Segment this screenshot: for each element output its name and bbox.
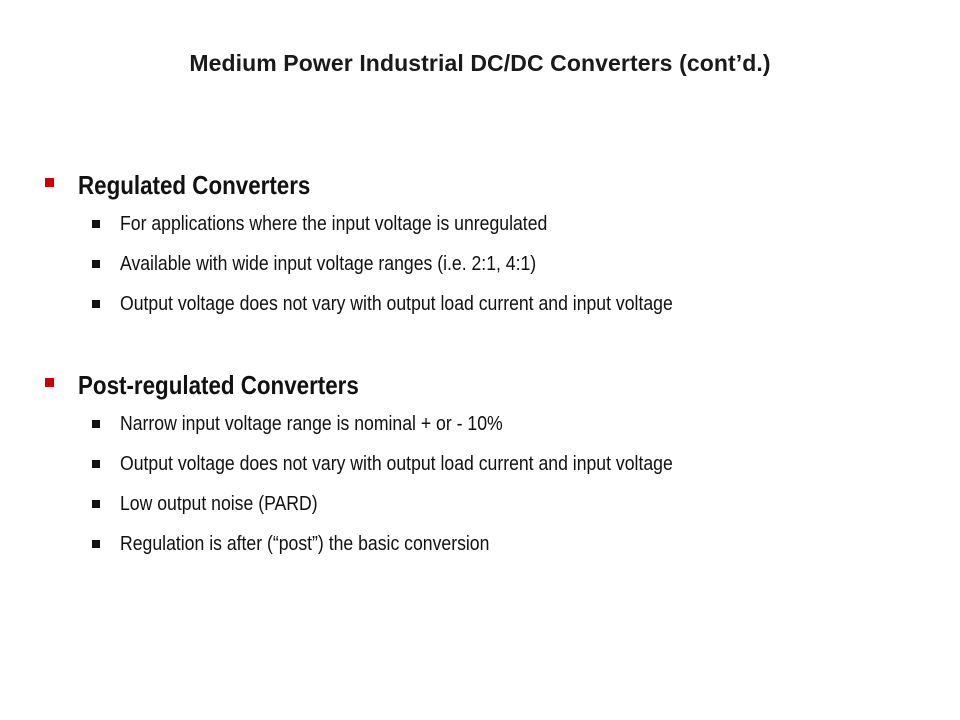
list-item: [92, 404, 924, 444]
list-item: [92, 244, 924, 284]
section-regulated-converters: [44, 166, 924, 324]
list-item: [92, 204, 924, 244]
black-square-bullet-icon: [92, 460, 100, 468]
list-item-text: For applications where the input voltage is unregulated: [120, 212, 548, 235]
black-square-bullet-icon: [92, 220, 100, 228]
section-post-regulated-converters: [44, 366, 924, 564]
list-item: [92, 284, 924, 324]
list-item: [92, 484, 924, 524]
list-item-text: Regulation is after (“post”) the basic conversion: [120, 532, 490, 555]
red-square-bullet-icon: [45, 378, 54, 387]
bullet-list: [44, 204, 924, 324]
section-heading: Post-regulated Converters: [78, 369, 359, 400]
slide-title: Medium Power Industrial DC/DC Converters (cont’d.): [189, 50, 771, 76]
list-item: [92, 444, 924, 484]
list-item-text: Output voltage does not vary with output load current and input voltage: [120, 452, 673, 475]
list-item: [92, 524, 924, 564]
section-heading-row: [44, 366, 924, 404]
black-square-bullet-icon: [92, 300, 100, 308]
bullet-list: [44, 404, 924, 564]
list-item-text: Available with wide input voltage ranges (i.e. 2:1, 4:1): [120, 252, 537, 275]
black-square-bullet-icon: [92, 500, 100, 508]
section-heading: Regulated Converters: [78, 169, 311, 200]
list-item-text: Narrow input voltage range is nominal + or - 10%: [120, 412, 503, 435]
black-square-bullet-icon: [92, 260, 100, 268]
red-square-bullet-icon: [45, 178, 54, 187]
black-square-bullet-icon: [92, 540, 100, 548]
section-heading-row: [44, 166, 924, 204]
list-item-text: Low output noise (PARD): [120, 492, 318, 515]
list-item-text: Output voltage does not vary with output load current and input voltage: [120, 292, 673, 315]
black-square-bullet-icon: [92, 420, 100, 428]
